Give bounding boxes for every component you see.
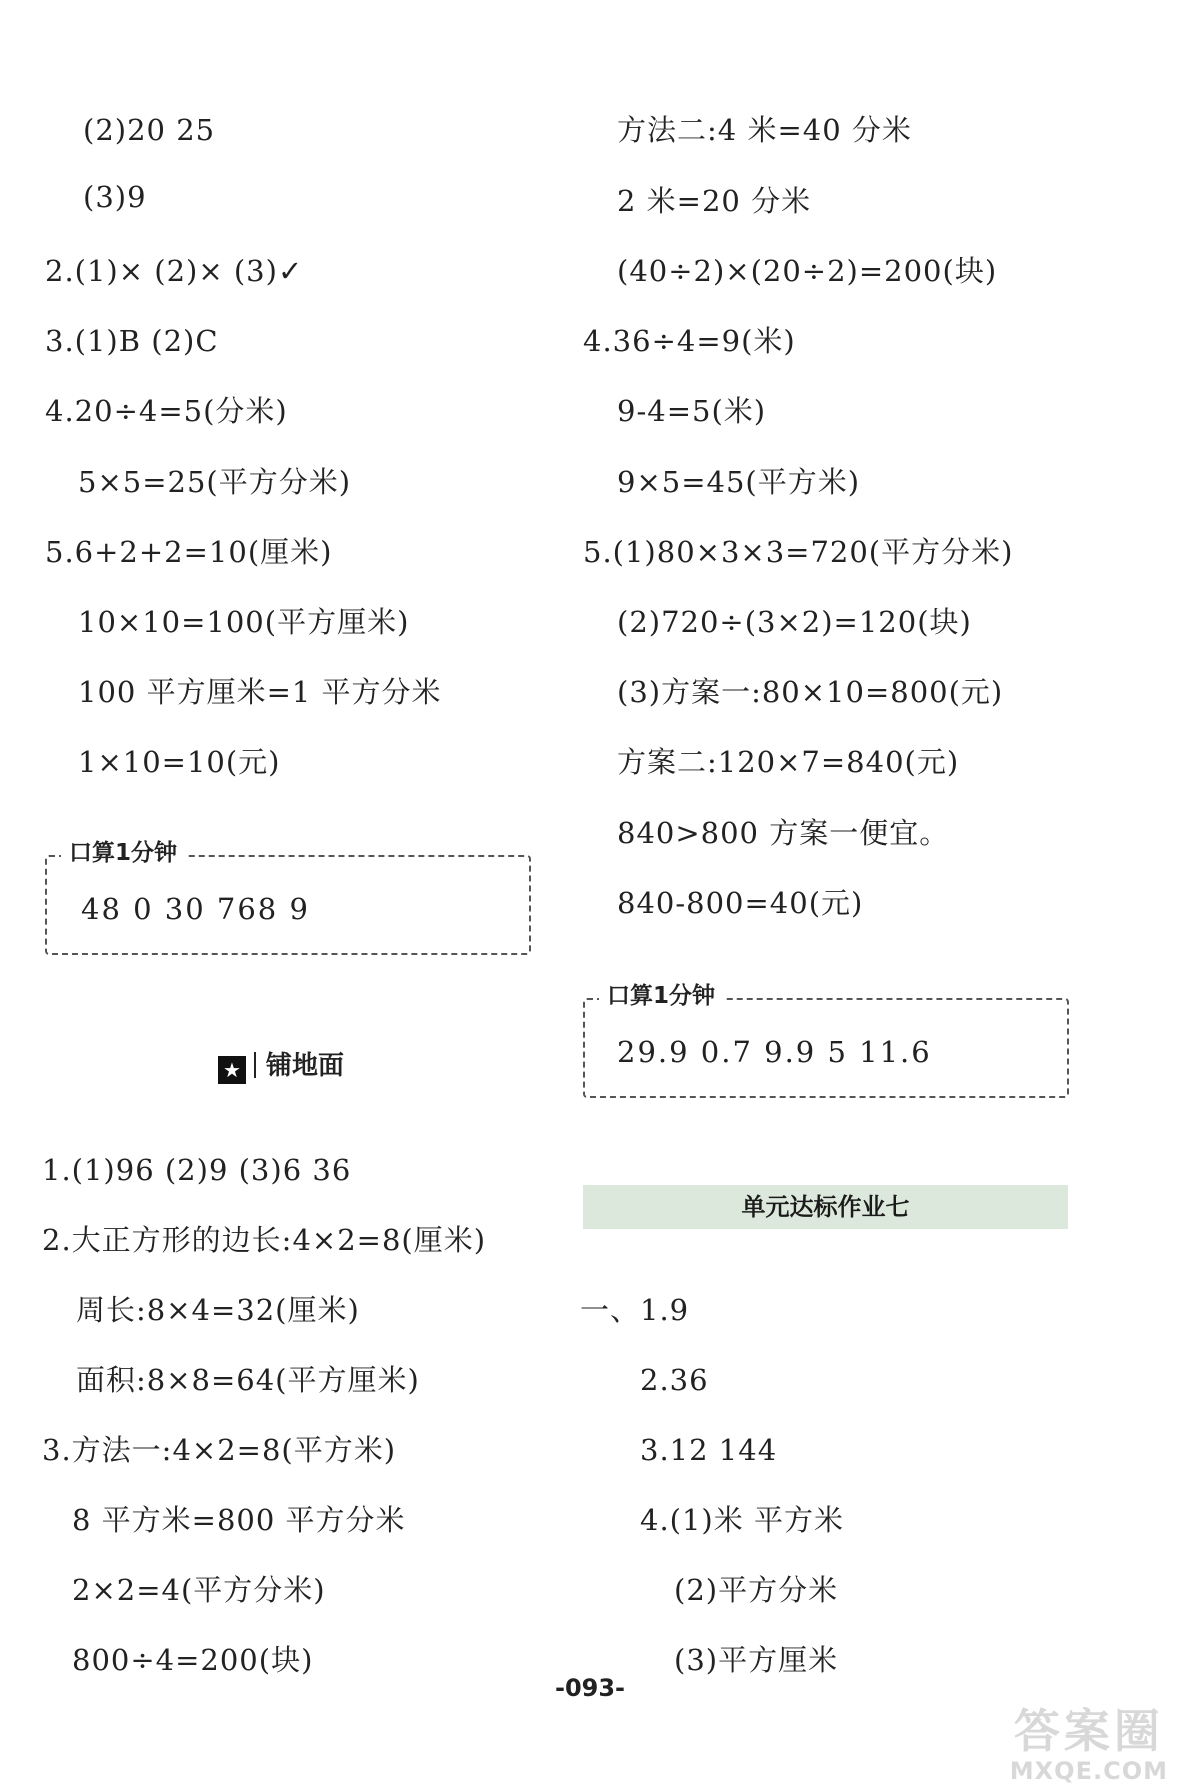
watermark-url: MXQE.COM [1009,1757,1168,1785]
mental-math-values: 48 0 30 768 9 [81,892,310,926]
answer-line: 2×2=4(平方分米) [72,1573,326,1607]
watermark-text: 答案圈 [1013,1704,1164,1758]
answer-line: 方案二:120×7=840(元) [617,745,960,779]
watermark-logo [1010,1704,1168,1784]
answer-line: 3.12 144 [640,1433,778,1467]
answer-line: 9-4=5(米) [617,394,767,428]
page-number: -093- [554,1674,626,1702]
unit-banner: 单元达标作业七 [583,1185,1068,1229]
answer-line: 一、1.9 [580,1293,690,1327]
mental-math-values: 29.9 0.7 9.9 5 11.6 [617,1035,932,1069]
mental-math-box [45,840,531,955]
answer-line: 5.6+2+2=10(厘米) [45,535,333,569]
answer-line: 4.20÷4=5(分米) [45,394,288,428]
answer-line: 4.36÷4=9(米) [583,324,796,358]
answer-line: (2)平方分米 [674,1573,839,1607]
answer-line: 4.(1)米 平方米 [640,1503,844,1537]
answer-line: 840>800 方案一便宜。 [617,816,950,850]
answer-line: (3)平方厘米 [674,1643,839,1677]
section-heading [218,1048,344,1084]
answer-line: (3)9 [83,180,147,214]
answer-line: (40÷2)×(20÷2)=200(块) [617,254,998,288]
answer-line: (2)720÷(3×2)=120(块) [617,605,972,639]
answer-line: 2 米=20 分米 [617,184,812,218]
answer-line: 5×5=25(平方分米) [78,465,352,499]
divider [254,1052,256,1078]
answer-line: 2.36 [640,1363,709,1397]
answer-line: 2.大正方形的边长:4×2=8(厘米) [42,1223,487,1257]
star-icon: ★ [218,1056,246,1084]
section-title: 铺地面 [266,1051,345,1081]
answer-line: 9×5=45(平方米) [617,465,861,499]
answer-line: 3.方法一:4×2=8(平方米) [42,1433,397,1467]
answer-line: 800÷4=200(块) [72,1643,314,1677]
answer-line: 100 平方厘米=1 平方分米 [78,675,442,709]
answer-line: 周长:8×4=32(厘米) [76,1293,360,1327]
answer-line: 方法二:4 米=40 分米 [617,113,912,147]
answer-line: 5.(1)80×3×3=720(平方分米) [583,535,1014,569]
mental-math-box [583,983,1069,1098]
answer-line: 1.(1)96 (2)9 (3)6 36 [42,1153,352,1187]
answer-line: 面积:8×8=64(平方厘米) [76,1363,420,1397]
answer-line: (2)20 25 [83,113,216,147]
answer-line: 1×10=10(元) [78,745,281,779]
answer-line: 10×10=100(平方厘米) [78,605,410,639]
mental-math-title: 口算1分钟 [599,980,723,1012]
answer-line: 2.(1)× (2)× (3)✓ [45,254,304,288]
answer-line: 840-800=40(元) [617,886,864,920]
answer-line: 8 平方米=800 平方分米 [72,1503,406,1537]
answer-line: 3.(1)B (2)C [45,324,219,358]
mental-math-title: 口算1分钟 [61,837,185,869]
answer-line: (3)方案一:80×10=800(元) [617,675,1004,709]
